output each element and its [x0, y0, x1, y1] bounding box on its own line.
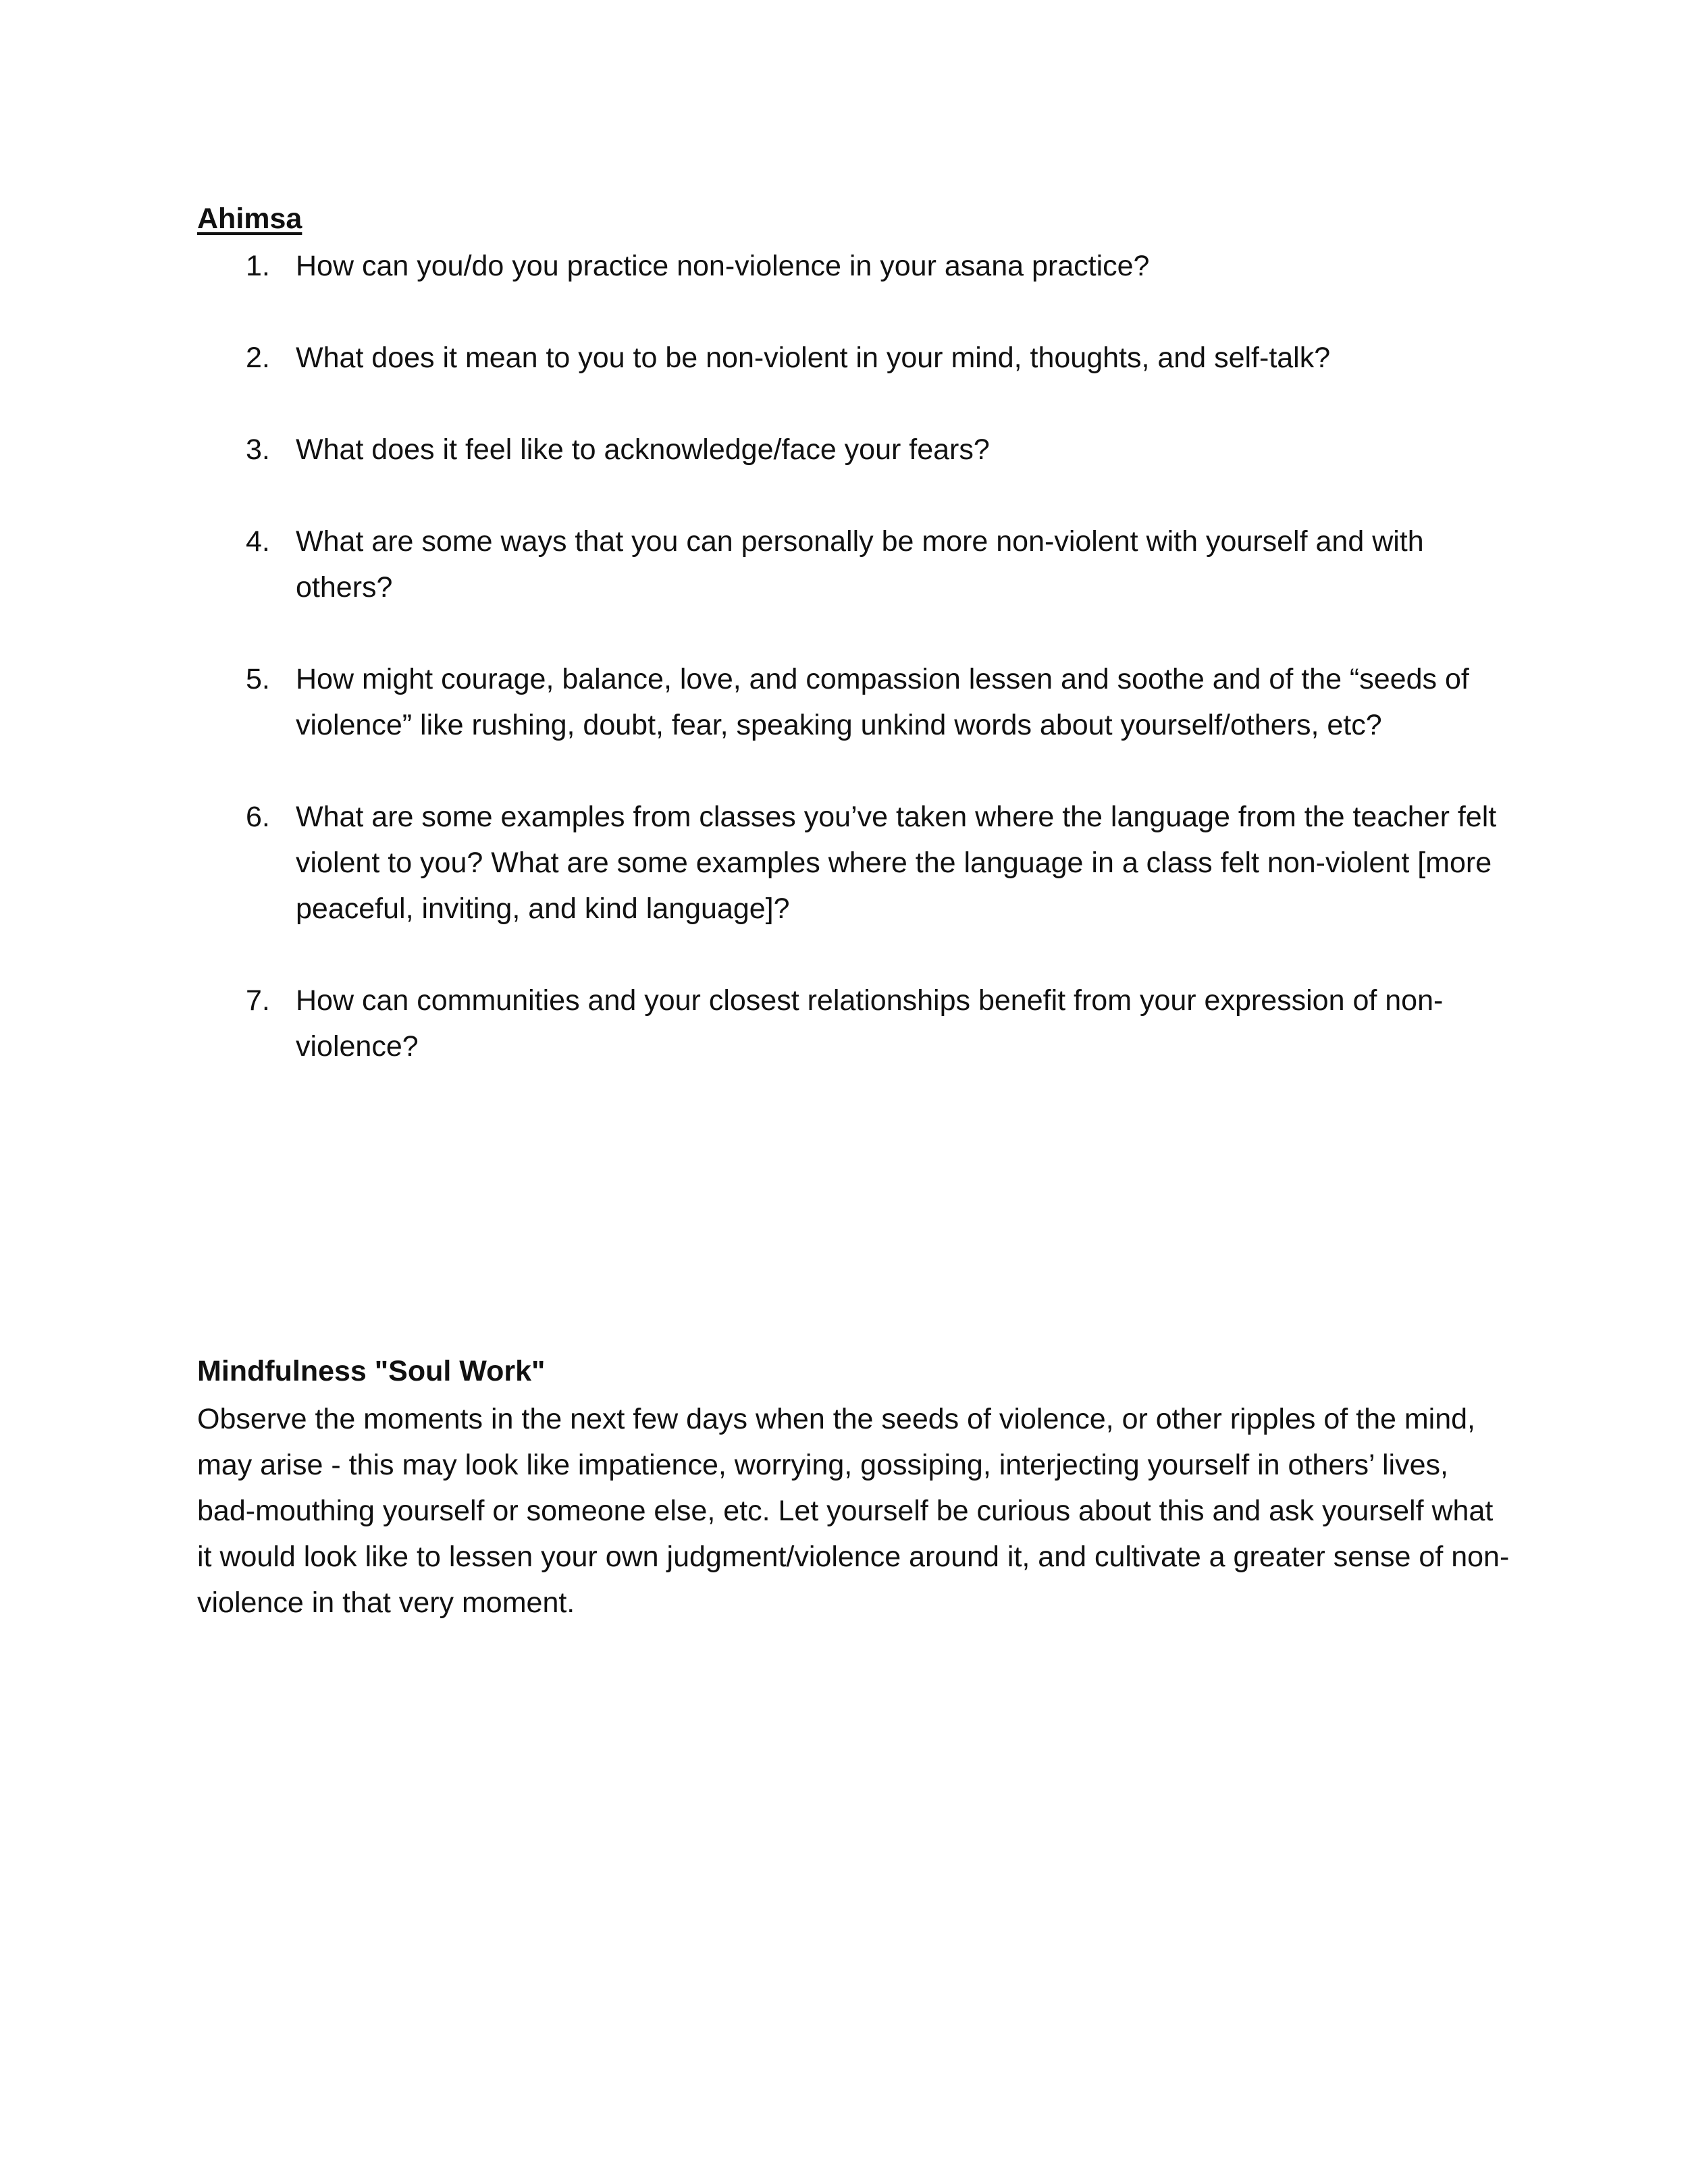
question-text: What does it feel like to acknowledge/face your fears?: [296, 433, 990, 466]
mindfulness-paragraph: Observe the moments in the next few days when the seeds of violence, or other ripples of the mind, may arise - this may look like impatience, worrying, gossiping, interjecting yourself in others’ lives, bad-mouthing yourself or someone else, etc. Let yourself be curious about this and ask yourself what it would look like to lessen your own judgment/violence around it, and cultivate a greater sense of non-violence in that very moment.: [197, 1403, 1510, 1619]
question-number: 1.: [246, 250, 270, 282]
ahimsa-question-list: [197, 243, 1514, 1115]
mindfulness-heading: Mindfulness "Soul Work": [197, 1355, 546, 1387]
question-text: What are some ways that you can personally be more non-violent with yourself and with others?: [296, 525, 1424, 604]
question-item-1: [197, 243, 1514, 289]
question-number: 2.: [246, 342, 270, 374]
question-text: How might courage, balance, love, and compassion lessen and soothe and of the “seeds of violence” like rushing, doubt, fear, speaking unkind words about yourself/others, etc?: [296, 663, 1469, 741]
question-item-2: [197, 335, 1514, 381]
question-number: 4.: [246, 525, 270, 558]
question-item-6: [197, 794, 1514, 932]
question-text: What does it mean to you to be non-violent in your mind, thoughts, and self-talk?: [296, 342, 1331, 374]
question-text: What are some examples from classes you’ve taken where the language from the teacher felt violent to you? What are some examples where the language in a class felt non-violent [more peaceful, inviting, and kind language]?: [296, 801, 1497, 925]
question-item-3: [197, 427, 1514, 473]
question-text: How can communities and your closest relationships benefit from your expression of non-violence?: [296, 984, 1444, 1063]
question-number: 6.: [246, 801, 270, 833]
question-number: 5.: [246, 663, 270, 695]
question-item-7: [197, 978, 1514, 1069]
question-number: 3.: [246, 433, 270, 466]
question-text: How can you/do you practice non-violence in your asana practice?: [296, 250, 1150, 282]
question-number: 7.: [246, 984, 270, 1017]
question-item-4: [197, 518, 1514, 610]
ahimsa-heading: Ahimsa: [197, 203, 302, 235]
question-item-5: [197, 656, 1514, 748]
